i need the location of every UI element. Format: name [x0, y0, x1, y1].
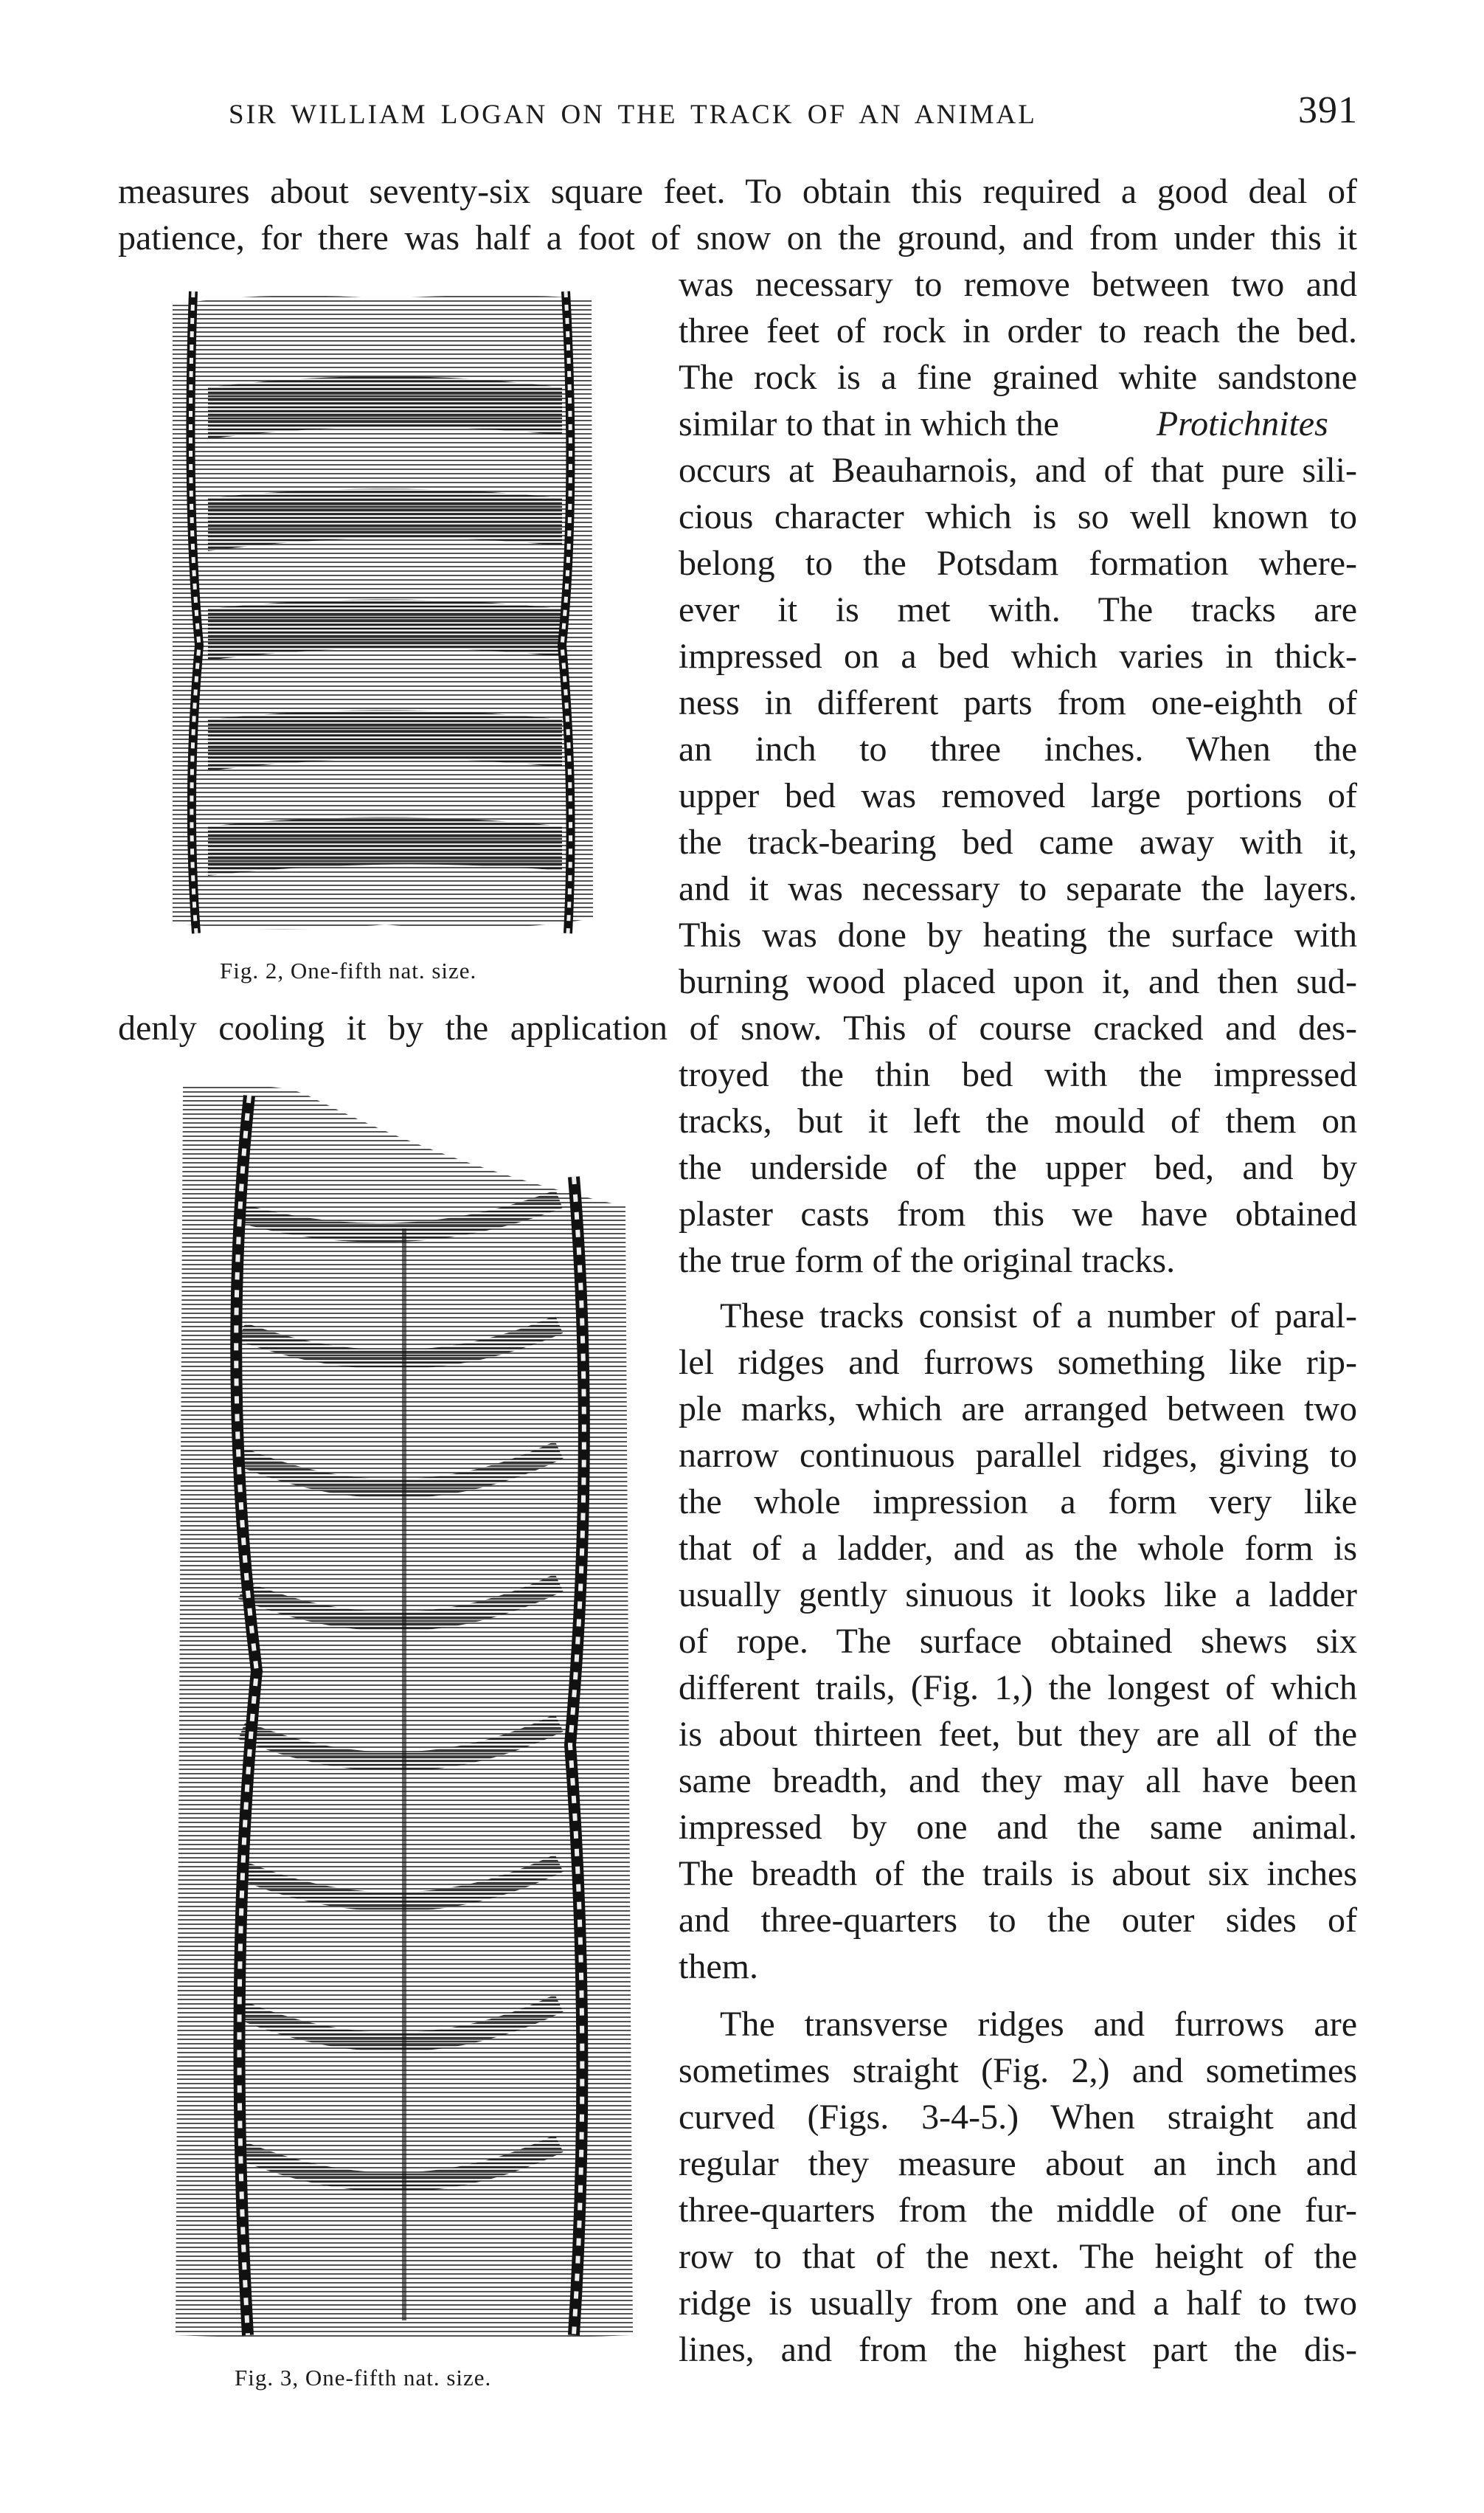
text-line: This was done by heating the surface with	[679, 916, 1357, 955]
text-line: lel ridges and furrows something like rip-	[679, 1343, 1357, 1382]
text-line: measures about seventy-six square feet. To obtain this required a good deal of	[118, 172, 1357, 211]
text-line: that of a ladder, and as the whole form is	[679, 1529, 1357, 1568]
text-line: same breadth, and they may all have been	[679, 1761, 1357, 1800]
text-line: different trails, (Fig. 1,) the longest of which	[679, 1668, 1357, 1707]
page-number: 391	[1298, 89, 1358, 131]
text-line: three-quarters from the middle of one fur-	[679, 2191, 1357, 2230]
text-line: row to that of the next. The height of the	[679, 2237, 1357, 2276]
text-line: plaster casts from this we have obtained	[679, 1195, 1357, 1234]
text-line: the whole impression a form very like	[679, 1482, 1357, 1521]
text-line: ness in different parts from one-eighth of	[679, 683, 1357, 722]
text-line: lines, and from the highest part the dis-	[679, 2330, 1357, 2369]
figure-3-caption: Fig. 3, One-fifth nat. size.	[235, 2365, 492, 2391]
running-header	[229, 91, 1365, 136]
text-line: ridge is usually from one and a half to two	[679, 2284, 1357, 2323]
text-line: regular they measure about an inch and	[679, 2144, 1357, 2183]
text-line: burning wood placed upon it, and then sud-	[679, 962, 1357, 1001]
figure-2-engraving	[164, 277, 603, 941]
text-line: The rock is a fine grained white sandstone	[679, 358, 1357, 397]
text-line: ple marks, which are arranged between two	[679, 1389, 1357, 1428]
text-line: denly cooling it by the application of snow. This of course cracked and des-	[118, 1009, 1357, 1048]
text-line: impressed on a bed which varies in thick-	[679, 637, 1357, 676]
text-line: The breadth of the trails is about six inches	[679, 1854, 1357, 1893]
text-line: usually gently sinuous it looks like a ladder	[679, 1575, 1357, 1614]
text-line: narrow continuous parallel ridges, giving to	[679, 1436, 1357, 1475]
text-line: patience, for there was half a foot of snow on the ground, and from under this it	[118, 218, 1357, 257]
text-line: occurs at Beauharnois, and of that pure sili-	[679, 451, 1357, 490]
text-line: the true form of the original tracks.	[679, 1241, 1176, 1280]
text-line: and three-quarters to the outer sides of	[679, 1901, 1357, 1940]
text-line: tracks, but it left the mould of them on	[679, 1102, 1357, 1141]
text-fragment: similar to that in which the	[679, 404, 1059, 443]
figure-2-caption: Fig. 2, One-fifth nat. size.	[220, 958, 477, 984]
text-line: the track-bearing bed came away with it,	[679, 823, 1357, 862]
text-line: troyed the thin bed with the impressed	[679, 1055, 1357, 1094]
text-line: was necessary to remove between two and	[679, 265, 1357, 304]
text-line: is about thirteen feet, but they are all of the	[679, 1715, 1357, 1754]
text-line: of rope. The surface obtained shews six	[679, 1622, 1357, 1661]
text-line: belong to the Potsdam formation where-	[679, 544, 1357, 583]
text-line: ever it is met with. The tracks are	[679, 590, 1357, 629]
text-line: curved (Figs. 3-4-5.) When straight and	[679, 2098, 1357, 2137]
running-title: SIR WILLIAM LOGAN ON THE TRACK OF AN ANIMAL	[229, 100, 1037, 130]
figure-3-engraving	[161, 1081, 640, 2350]
text-line: impressed by one and the same animal.	[679, 1808, 1357, 1847]
text-line: them.	[679, 1947, 758, 1986]
text-line-with-italic	[679, 401, 1357, 447]
italic-genus-name: Protichnites	[1156, 404, 1328, 443]
text-line: an inch to three inches. When the	[679, 730, 1357, 769]
text-line: sometimes straight (Fig. 2,) and sometimes	[679, 2051, 1357, 2090]
text-line: upper bed was removed large portions of	[679, 776, 1357, 815]
text-line: and it was necessary to separate the layers.	[679, 869, 1357, 908]
text-line: cious character which is so well known to	[679, 497, 1357, 536]
text-line: the underside of the upper bed, and by	[679, 1148, 1357, 1187]
text-line: These tracks consist of a number of paral-	[720, 1296, 1357, 1335]
text-line: The transverse ridges and furrows are	[720, 2005, 1357, 2044]
text-line: three feet of rock in order to reach the bed.	[679, 311, 1357, 350]
